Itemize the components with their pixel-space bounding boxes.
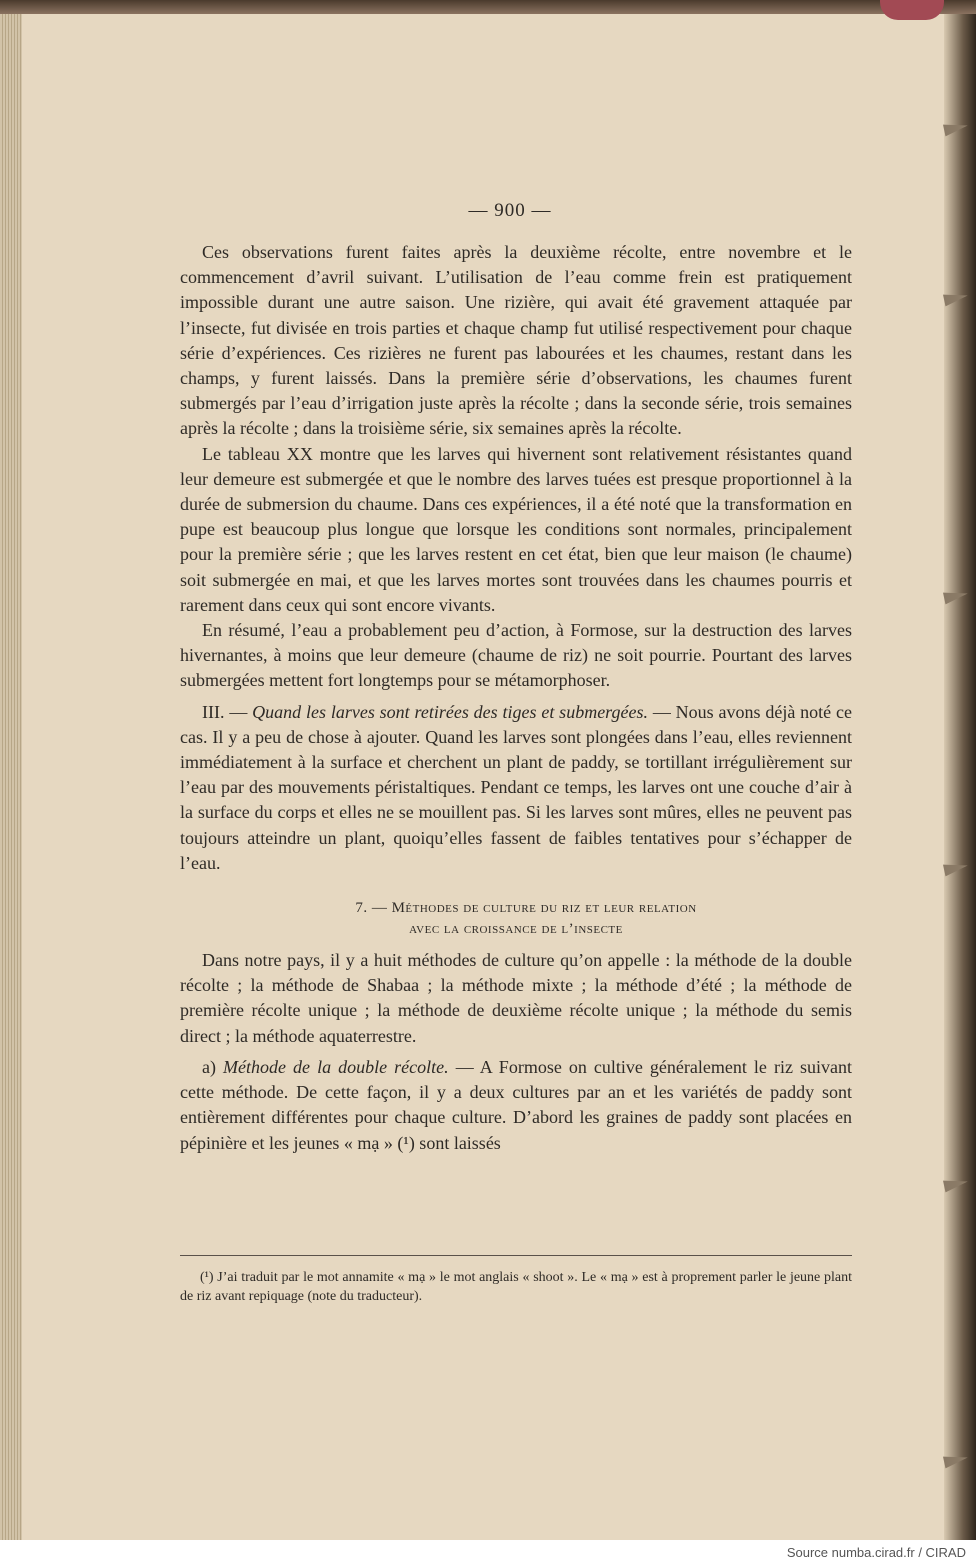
paragraph: En résumé, l’eau a probablement peu d’action, à Formose, sur la destruction des larves hivernantes, à moins que leur demeure (chaume de riz) ne soit pourrie. Pourtant des larves submergées mettent fort longtemps pour se métamorphoser. <box>180 620 852 691</box>
page-number: — 900 — <box>468 200 552 221</box>
section-iii-label: III. — <box>202 701 253 722</box>
footnote-divider <box>180 1255 852 1256</box>
subsection-a-paragraph <box>180 1055 852 1156</box>
footnote: (¹) J’ai traduit par le mot annamite « mạ » le mot anglais « shoot ». Le « mạ » est à proprement parler le jeune plant de riz avant repiquage (note du traducteur). <box>180 1270 852 1304</box>
subsection-a-label: a) <box>202 1056 224 1077</box>
page-stack-edges <box>0 14 22 1540</box>
source-credit: Source numba.cirad.fr / CIRAD <box>786 1545 966 1560</box>
paragraph: Ces observations furent faites après la deuxième récolte, entre novembre et le commencement d’avril suivant. L’utilisation de l’eau comme frein est pratiquement impossible durant une autre saison. Une rizière, qui avait été gravement attaquée par l’insecte, fut divisée en trois parties et chaque champ fut utilisé respectivement pour chaque série d’expériences. Ces rizières ne furent pas labourées et les chaumes, restant dans les champs, y furent laissés. Dans la première série d’observations, les chaumes furent submergés par l’eau d’irrigation juste après la récolte ; dans la seconde série, trois semaines après la récolte ; dans la troisième série, six semaines après la récolte. <box>180 242 852 439</box>
section-iii-text: — Nous avons déjà noté ce cas. Il y a peu de chose à ajouter. Quand les larves sont plongées dans l’eau, elles reviennent immédiatement à la surface et cherchent un plant de paddy, se tortillant irrégulièrement sur l’eau par des mouvements péristaltiques. Pendant ce temps, les larves ont une couche d’air à la surface du corps et elles ne se mouillent pas. Si les larves sont mûres, elles ne peuvent pas toujours atteindre un plant, quoiqu’elles fassent de faibles tentatives pour s’échapper de l’eau. <box>180 701 852 873</box>
section-heading-line: 7. — Méthodes de culture du riz et leur relation <box>355 900 697 917</box>
book-spine-shadow <box>944 14 976 1540</box>
paragraph: Le tableau XX montre que les larves qui hivernent sont relativement résistantes quand leur demeure est submergée et que le nombre des larves tuées est presque proportionnel à la durée de submersion du chaume. Dans ces expériences, il a été noté que la transformation en pupe est beaucoup plus longue que lorsque les conditions sont normales, principalement pour la première série ; que les larves restent en cet état, bien que leur maison (le chaume) soit submergée en mai, et que les larves mortes sont trouvées dans les chaumes pourris et rarement dans ceux qui sont encore vivants. <box>180 443 852 615</box>
section-7-intro: Dans notre pays, il y a huit méthodes de culture qu’on appelle : la méthode de la double récolte ; la méthode de Shabaa ; la méthode mixte ; la méthode d’été ; la méthode de première récolte unique ; la méthode de deuxième récolte unique ; la méthode du semis direct ; la méthode aquaterrestre. <box>180 950 852 1046</box>
bookmark-ribbon <box>880 0 944 20</box>
section-iii-title: Quand les larves sont retirées des tiges et submergées. <box>252 701 648 722</box>
section-7-heading <box>180 898 852 940</box>
subsection-a-title: Méthode de la double récolte. <box>223 1056 449 1077</box>
section-heading-line: avec la croissance de l’insecte <box>409 921 623 938</box>
body-text <box>180 240 852 1156</box>
subsection-a-text: — A Formose on cultive généralement le riz suivant cette méthode. De cette façon, il y a deux cultures par an et les variétés de paddy sont entièrement différentes pour chaque culture. D’abord les graines de paddy sont placées en pépinière et les jeunes « mạ » (¹) sont laissés <box>180 1056 852 1153</box>
book-top-edge <box>0 0 976 14</box>
section-iii-paragraph <box>180 700 852 876</box>
